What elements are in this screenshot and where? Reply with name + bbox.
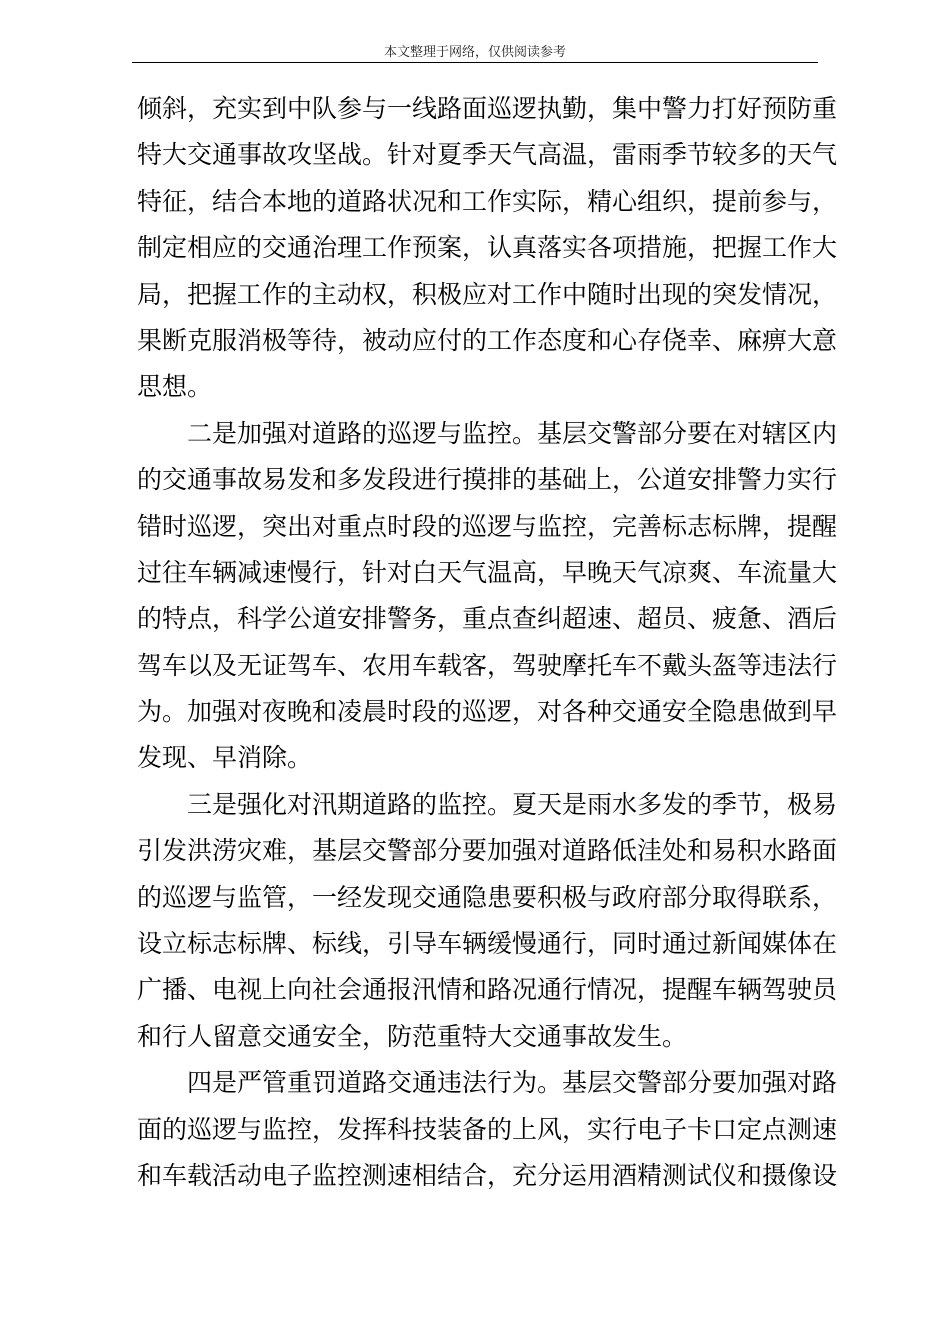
text-line: 和行人留意交通安全，防范重特大交通事故发生。: [137, 1021, 688, 1051]
text-line: 局，把握工作的主动权，积极应对工作中随时出现的突发情况，: [137, 279, 838, 309]
text-line: 四是严管重罚道路交通违法行为。基层交警部分要加强对路: [137, 1068, 838, 1098]
text-line: 制定相应的交通治理工作预案，认真落实各项措施，把握工作大: [137, 233, 838, 263]
text-line: 广播、电视上向社会通报汛情和路况通行情况，提醒车辆驾驶员: [137, 975, 838, 1005]
header-divider: [132, 62, 818, 63]
text-line: 面的巡逻与监控，发挥科技装备的上风，实行电子卡口定点测速: [137, 1114, 838, 1144]
body-text: [137, 86, 838, 1199]
text-line: 发现、早消除。: [137, 743, 313, 773]
text-line: 二是加强对道路的巡逻与监控。基层交警部分要在对辖区内: [137, 418, 838, 448]
text-line: 的特点，科学公道安排警务，重点查纠超速、超员、疲惫、酒后: [137, 604, 838, 634]
text-line: 倾斜，充实到中队参与一线路面巡逻执勤，集中警力打好预防重: [137, 94, 838, 123]
text-line: 过往车辆减速慢行，针对白天气温高，早晚天气凉爽、车流量大: [137, 557, 838, 587]
text-line: 错时巡逻，突出对重点时段的巡逻与监控，完善标志标牌，提醒: [137, 511, 838, 541]
text-line: 为。加强对夜晚和凌晨时段的巡逻，对各种交通安全隐患做到早: [137, 697, 838, 727]
text-line: 果断克服消极等待，被动应付的工作态度和心存侥幸、麻痹大意: [137, 325, 838, 355]
text-line: 引发洪涝灾难，基层交警部分要加强对道路低洼处和易积水路面: [137, 836, 838, 866]
text-line: 驾车以及无证驾车、农用车载客，驾驶摩托车不戴头盔等违法行: [137, 650, 838, 680]
text-line: 的交通事故易发和多发段进行摸排的基础上，公道安排警力实行: [137, 465, 838, 495]
text-line: 特大交通事故攻坚战。针对夏季天气高温，雷雨季节较多的天气: [137, 140, 838, 170]
text-line: 三是强化对汛期道路的监控。夏天是雨水多发的季节，极易: [137, 789, 838, 819]
text-line: 和车载活动电子监控测速相结合，充分运用酒精测试仪和摄像设: [137, 1160, 838, 1190]
page-header: 本文整理于网络，仅供阅读参考: [383, 45, 566, 60]
text-line: 设立标志标牌、标线，引导车辆缓慢通行，同时通过新闻媒体在: [137, 929, 838, 959]
text-line: 思想。: [137, 372, 213, 402]
text-line: 特征，结合本地的道路状况和工作实际，精心组织，提前参与，: [137, 186, 838, 216]
text-line: 的巡逻与监管，一经发现交通隐患要积极与政府部分取得联系，: [137, 882, 838, 912]
